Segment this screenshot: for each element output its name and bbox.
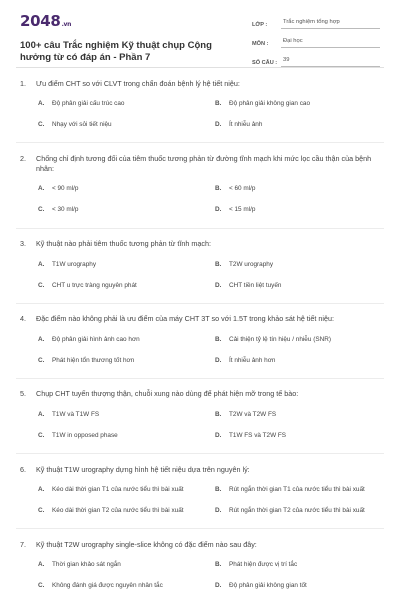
option-b[interactable] bbox=[215, 556, 380, 573]
options bbox=[20, 406, 380, 444]
option-letter: B. bbox=[215, 260, 222, 268]
option-letter: D. bbox=[215, 506, 222, 514]
option-text: T1W và T1W FS bbox=[52, 410, 100, 418]
meta-label: LỚP : bbox=[252, 22, 268, 28]
option-letter: C. bbox=[38, 356, 45, 364]
document-title: 100+ câu Trắc nghiệm Kỹ thuật chụp Cộng hưởng từ có đáp án - Phần 7 bbox=[20, 40, 212, 63]
option-c[interactable] bbox=[38, 116, 203, 133]
option-letter: C. bbox=[38, 281, 45, 289]
option-letter: B. bbox=[215, 99, 222, 107]
option-letter: D. bbox=[215, 120, 222, 128]
question-1 bbox=[20, 79, 380, 143]
option-c[interactable] bbox=[38, 202, 203, 219]
option-d[interactable] bbox=[215, 577, 380, 594]
question-6 bbox=[20, 465, 380, 529]
meta-value: 39 bbox=[281, 56, 380, 67]
meta-value: Đại học bbox=[281, 37, 380, 48]
option-text: < 30 ml/p bbox=[52, 206, 79, 214]
question-text: Đặc điểm nào không phải là ưu điểm của máy CHT 3T so với 1.5T trong khảo sát hệ tiết niệu: bbox=[36, 314, 334, 324]
option-c[interactable] bbox=[38, 502, 203, 519]
question-3 bbox=[20, 239, 380, 303]
option-a[interactable] bbox=[38, 95, 203, 112]
option-b[interactable] bbox=[215, 406, 380, 423]
option-text: CHT u trực tràng nguyên phát bbox=[52, 281, 137, 289]
option-letter: D. bbox=[215, 431, 222, 439]
options bbox=[20, 331, 380, 369]
option-text: < 60 ml/p bbox=[229, 185, 256, 193]
option-text: T2W và T2W FS bbox=[229, 410, 277, 418]
option-letter: C. bbox=[38, 581, 45, 589]
option-text: T1W FS và T2W FS bbox=[229, 431, 287, 439]
question-number: 3. bbox=[20, 239, 26, 249]
option-letter: A. bbox=[38, 99, 45, 107]
option-text: T1W in opposed phase bbox=[52, 431, 118, 439]
header-left bbox=[20, 12, 225, 62]
options bbox=[20, 481, 380, 519]
option-letter: A. bbox=[38, 560, 45, 568]
option-letter: B. bbox=[215, 185, 222, 193]
option-a[interactable] bbox=[38, 331, 203, 348]
page-header bbox=[20, 0, 380, 66]
logo-main: 2048 bbox=[20, 12, 61, 30]
question-5 bbox=[20, 389, 380, 453]
option-a[interactable] bbox=[38, 556, 203, 573]
option-letter: A. bbox=[38, 185, 45, 193]
question-divider bbox=[16, 453, 384, 454]
question-text: Ưu điểm CHT so với CLVT trong chẩn đoán bệnh lý hệ tiết niệu: bbox=[36, 78, 240, 88]
option-letter: B. bbox=[215, 410, 222, 418]
option-text: T1W urography bbox=[52, 260, 97, 268]
option-letter: C. bbox=[38, 120, 45, 128]
option-text: Ít nhiễu ảnh bbox=[229, 120, 263, 128]
option-letter: B. bbox=[215, 560, 222, 568]
question-text: Chụp CHT tuyến thượng thận, chuỗi xung nào dùng để phát hiện mỡ trong tế bào: bbox=[36, 389, 299, 399]
option-text: Kéo dài thời gian T2 của nước tiểu thì bài xuất bbox=[52, 506, 184, 514]
option-text: Độ phân giải cấu trúc cao bbox=[52, 99, 125, 107]
document-meta bbox=[252, 13, 380, 66]
option-d[interactable] bbox=[215, 116, 380, 133]
option-text: < 15 ml/p bbox=[229, 206, 256, 214]
meta-value: Trắc nghiệm tổng hợp bbox=[281, 18, 380, 29]
option-letter: A. bbox=[38, 260, 45, 268]
option-d[interactable] bbox=[215, 502, 380, 519]
question-number: 1. bbox=[20, 78, 26, 88]
option-a[interactable] bbox=[38, 181, 203, 198]
options bbox=[20, 181, 380, 219]
question-divider bbox=[16, 228, 384, 229]
question-number: 4. bbox=[20, 314, 26, 324]
question-text: Kỹ thuật T1W urography dựng hình hệ tiết niệu dựa trên nguyên lý: bbox=[36, 464, 250, 474]
question-text: Chống chỉ định tương đối của tiêm thuốc tương phản từ đường tĩnh mạch khi mức lọc cầu thận của bệnh nhân: bbox=[36, 153, 372, 174]
option-text: Ít nhiễu ảnh hơn bbox=[229, 356, 276, 364]
option-letter: A. bbox=[38, 485, 45, 493]
option-text: Độ phân giải hình ảnh cao hơn bbox=[52, 335, 140, 343]
option-text: < 90 ml/p bbox=[52, 185, 79, 193]
option-text: Cải thiện tỷ lệ tín hiệu / nhiễu (SNR) bbox=[229, 335, 331, 343]
option-d[interactable] bbox=[215, 427, 380, 444]
option-d[interactable] bbox=[215, 352, 380, 369]
option-letter: A. bbox=[38, 335, 45, 343]
option-b[interactable] bbox=[215, 256, 380, 273]
question-divider bbox=[16, 378, 384, 379]
option-letter: D. bbox=[215, 581, 222, 589]
option-letter: D. bbox=[215, 206, 222, 214]
question-text: Kỹ thuật T2W urography single-slice không có đặc điểm nào sau đây: bbox=[36, 539, 257, 549]
options bbox=[20, 556, 380, 594]
question-number: 7. bbox=[20, 539, 26, 549]
option-text: Kéo dài thời gian T1 của nước tiểu thì bài xuất bbox=[52, 485, 184, 493]
question-list bbox=[20, 79, 380, 595]
option-letter: B. bbox=[215, 335, 222, 343]
header-divider bbox=[16, 67, 384, 68]
option-text: Nhạy với sỏi tiết niệu bbox=[52, 120, 112, 128]
question-text: Kỹ thuật nào phải tiêm thuốc tương phản từ tĩnh mạch: bbox=[36, 239, 211, 249]
question-4 bbox=[20, 314, 380, 378]
option-text: Độ phân giải không gian tốt bbox=[229, 581, 307, 589]
meta-row-count bbox=[252, 51, 380, 67]
option-a[interactable] bbox=[38, 481, 203, 498]
question-divider bbox=[16, 303, 384, 304]
option-b[interactable] bbox=[215, 331, 380, 348]
option-b[interactable] bbox=[215, 181, 380, 198]
question-divider bbox=[16, 142, 384, 143]
option-text: Rút ngắn thời gian T2 của nước tiểu thì bài xuất bbox=[229, 506, 365, 514]
option-text: Phát hiện tổn thương tốt hơn bbox=[52, 356, 135, 364]
option-text: Rút ngắn thời gian T1 của nước tiểu thì bài xuất bbox=[229, 485, 365, 493]
options bbox=[20, 95, 380, 133]
site-logo[interactable] bbox=[20, 12, 225, 34]
option-text: T2W urography bbox=[229, 260, 274, 268]
option-letter: C. bbox=[38, 506, 45, 514]
option-letter: C. bbox=[38, 206, 45, 214]
question-divider bbox=[16, 528, 384, 529]
question-2 bbox=[20, 154, 380, 229]
meta-row-subject bbox=[252, 32, 380, 48]
option-text: Thời gian khảo sát ngắn bbox=[52, 560, 121, 568]
option-text: CHT tiền liệt tuyến bbox=[229, 281, 282, 289]
option-c[interactable] bbox=[38, 427, 203, 444]
option-letter: D. bbox=[215, 356, 222, 364]
meta-row-class bbox=[252, 13, 380, 29]
option-c[interactable] bbox=[38, 352, 203, 369]
option-letter: B. bbox=[215, 485, 222, 493]
option-text: Không đánh giá được nguyên nhân tắc bbox=[52, 581, 163, 589]
option-text: Độ phân giải không gian cao bbox=[229, 99, 311, 107]
option-letter: C. bbox=[38, 431, 45, 439]
question-number: 2. bbox=[20, 153, 26, 163]
option-b[interactable] bbox=[215, 95, 380, 112]
option-a[interactable] bbox=[38, 256, 203, 273]
option-a[interactable] bbox=[38, 406, 203, 423]
question-number: 5. bbox=[20, 389, 26, 399]
options bbox=[20, 256, 380, 294]
option-c[interactable] bbox=[38, 577, 203, 594]
question-number: 6. bbox=[20, 464, 26, 474]
option-letter: D. bbox=[215, 281, 222, 289]
meta-label: MÔN : bbox=[252, 41, 269, 47]
question-7 bbox=[20, 540, 380, 595]
option-letter: A. bbox=[38, 410, 45, 418]
option-b[interactable] bbox=[215, 481, 380, 498]
option-d[interactable] bbox=[215, 202, 380, 219]
meta-label: SỐ CÂU : bbox=[252, 60, 278, 66]
logo-suffix: .vn bbox=[61, 21, 72, 28]
option-d[interactable] bbox=[215, 277, 380, 294]
option-text: Phát hiện được vị trí tắc bbox=[229, 560, 298, 568]
option-c[interactable] bbox=[38, 277, 203, 294]
